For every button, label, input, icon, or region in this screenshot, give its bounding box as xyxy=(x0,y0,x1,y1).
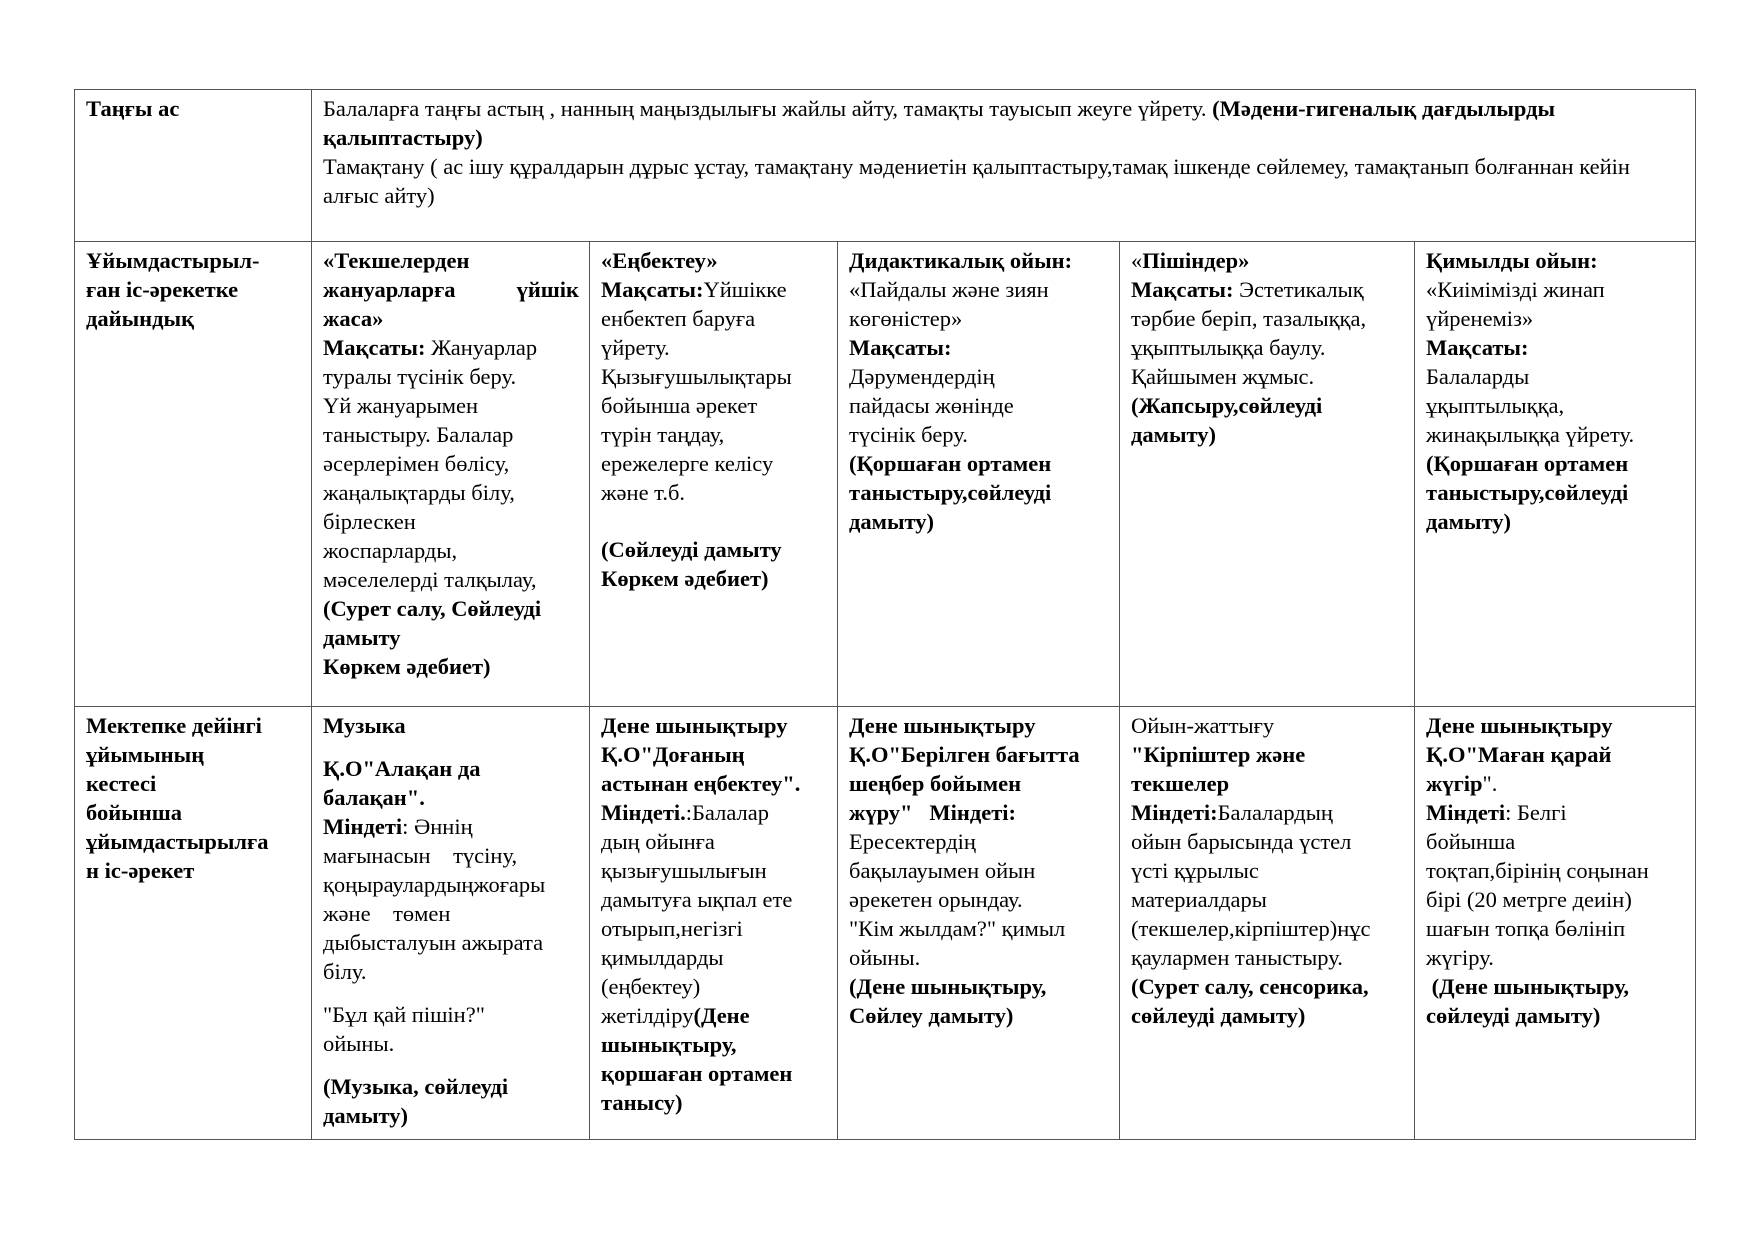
activity-title xyxy=(1131,246,1404,275)
task-text: бақылауымен ойын xyxy=(849,858,1036,883)
task-text: бірі (20 метрге деиін) xyxy=(1426,887,1632,912)
task-text: ойын барысында үстел xyxy=(1131,829,1352,854)
daily-plan-table xyxy=(74,89,1696,1140)
subject-areas: (Дене шынықтыру, xyxy=(1426,974,1629,999)
goal-text: енбектеп баруға xyxy=(601,306,756,331)
goal-text: жоспарларды, xyxy=(323,538,458,563)
goal-text: бірлескен xyxy=(323,509,416,534)
goal-label: Мақсаты: xyxy=(1426,335,1529,360)
task-text: (еңбектеу) xyxy=(601,974,701,999)
subject-areas: Көркем әдебиет) xyxy=(323,654,491,679)
goal-text: таныстыру. Балалар xyxy=(323,422,514,447)
task-text: қаулармен таныстыру. xyxy=(1131,945,1343,970)
table-row-schedule xyxy=(75,707,1696,1140)
task-label: Міндеті xyxy=(1426,800,1506,825)
goal-text: ұқыптылыққа баулу. xyxy=(1131,335,1326,360)
subject-areas: дамыту xyxy=(323,625,401,650)
task-text: : Әннің xyxy=(402,814,473,839)
subject-areas: қоршаған ортамен xyxy=(601,1061,793,1086)
activity-subtitle: балақан". xyxy=(323,785,425,810)
subject-areas: танысу) xyxy=(601,1090,683,1115)
task-text: әрекетен орындау. xyxy=(849,887,1023,912)
task-text: білу. xyxy=(323,959,367,984)
task-label: Міндеті. xyxy=(601,800,686,825)
goal-text: әсерлерімен бөлісу, xyxy=(323,451,510,476)
activity-title: Дидактикалық ойын: xyxy=(849,248,1073,273)
row-label-schedule xyxy=(75,707,312,1140)
prep-activity-1 xyxy=(312,242,590,707)
task-text: Балалардың xyxy=(1217,800,1333,825)
schedule-label xyxy=(86,711,301,885)
task-text: жетілдіру xyxy=(601,1003,694,1028)
goal-text: үйрету. xyxy=(601,335,670,360)
subject-areas: таныстыру,сөйлеуді xyxy=(1426,480,1629,505)
task-text: үсті құрылыс xyxy=(1131,858,1259,883)
title-part: «Текшелерден xyxy=(323,248,470,273)
subject-areas: (Дене xyxy=(693,1003,750,1028)
task-line xyxy=(601,1001,827,1030)
label-line: дайындық xyxy=(86,306,195,331)
goal-text: туралы түсінік беру. xyxy=(323,364,517,389)
activity-subtitle: астынан еңбектеу". xyxy=(601,771,801,796)
task-text: қимылдарды xyxy=(601,945,724,970)
goal-label: Мақсаты: xyxy=(1131,277,1234,302)
task-text: бойынша xyxy=(1426,829,1516,854)
label-line: Мектепке дейінгі xyxy=(86,713,262,738)
goal-text: Қызығушылықтары xyxy=(601,364,792,389)
subject-areas: шынықтыру, xyxy=(601,1032,737,1057)
goal-label: Мақсаты: xyxy=(849,335,952,360)
task-line xyxy=(601,798,827,827)
task-text: отырып,негізгі xyxy=(601,916,743,941)
label-line: ұйымдастырылға xyxy=(86,829,269,854)
schedule-activity-2 xyxy=(590,707,838,1140)
label-line: н іс-әрекет xyxy=(86,858,195,883)
title-text: Пішіндер» xyxy=(1142,248,1250,273)
subject-areas: (Музыка, сөйлеуді xyxy=(323,1074,509,1099)
task-text: шағын топқа бөлініп xyxy=(1426,916,1626,941)
prep-activity-3 xyxy=(838,242,1120,707)
breakfast-skill: (Мәдени-гигеналық дағдылырды қалыптастыру) xyxy=(323,96,1556,150)
task-label: жүру" Міндеті: xyxy=(849,800,1017,825)
game-name: текшелер xyxy=(1131,771,1230,796)
breakfast-text: Балаларға таңғы астың , нанның маңыздылығы жайлы айту, тамақты тауысып жеуге үйрету. xyxy=(323,96,1213,121)
activity-title: «Еңбектеу» xyxy=(601,248,718,273)
goal-text: Дәрумендердің xyxy=(849,364,995,389)
task-text: дамытуға ықпал ете xyxy=(601,887,793,912)
task-text: дың ойынға xyxy=(601,829,715,854)
game-name: үйренеміз» xyxy=(1426,306,1534,331)
activity-title: Музыка xyxy=(323,713,406,738)
subject-areas: (Сурет салу, сенсорика, xyxy=(1131,974,1369,999)
label-line: кестесі xyxy=(86,771,157,796)
goal-text: мәселелерді талқылау, xyxy=(323,567,537,592)
goal-line xyxy=(1131,275,1404,304)
goal-text: Балаларды xyxy=(1426,364,1530,389)
title-part: үйшік xyxy=(516,277,579,302)
task-text: (текшелер,кірпіштер)нұс xyxy=(1131,916,1371,941)
schedule-activity-1 xyxy=(312,707,590,1140)
activity-title xyxy=(323,246,579,275)
label-line: Ұйымдастырыл- xyxy=(86,248,260,273)
activity-title: Дене шынықтыру xyxy=(849,713,1036,738)
task-text: :Балалар xyxy=(685,800,769,825)
breakfast-content xyxy=(312,90,1696,242)
goal-text: және т.б. xyxy=(601,480,686,505)
task-text: жүгіру. xyxy=(1426,945,1494,970)
table-row-preparation xyxy=(75,242,1696,707)
task-label: Міндеті: xyxy=(1131,800,1218,825)
game-name: «Пайдалы және зиян xyxy=(849,277,1049,302)
activity-subtitle xyxy=(1426,769,1685,798)
subject-areas: (Қоршаған ортамен xyxy=(1426,451,1629,476)
label-line: ған іс-әрекетке xyxy=(86,277,239,302)
subject-areas: Сөйлеу дамыту) xyxy=(849,1003,1014,1028)
activity-subtitle: Қ.О"Доғаның xyxy=(601,742,745,767)
goal-text: Үй жануарымен xyxy=(323,393,479,418)
activity-subtitle: Қ.О"Маған қарай xyxy=(1426,742,1612,767)
schedule-activity-4 xyxy=(1120,707,1415,1140)
goal-text: Эстетикалық xyxy=(1233,277,1364,302)
goal-line xyxy=(601,275,827,304)
task-text: "Кім жылдам?" қимыл xyxy=(849,916,1066,941)
prep-activity-4 xyxy=(1120,242,1415,707)
task-text: : Белгі xyxy=(1505,800,1567,825)
row-label-breakfast xyxy=(75,90,312,242)
breakfast-line1 xyxy=(323,94,1685,152)
subject-areas: (Жапсыру,сөйлеуді xyxy=(1131,393,1323,418)
subject-areas: дамыту) xyxy=(1426,509,1512,534)
preparation-label xyxy=(86,246,301,333)
game-name: «Киімімізді жинап xyxy=(1426,277,1605,302)
goal-text: жаңалықтарды білу, xyxy=(323,480,515,505)
activity-subtitle: шеңбер бойымен xyxy=(849,771,1022,796)
schedule-activity-5 xyxy=(1415,707,1696,1140)
task-text: дыбысталуын ажырата xyxy=(323,930,544,955)
task-line xyxy=(1131,798,1404,827)
prep-activity-5 xyxy=(1415,242,1696,707)
task-text: материалдары xyxy=(1131,887,1267,912)
label-line: бойынша xyxy=(86,800,182,825)
subject-areas: сөйлеуді дамыту) xyxy=(1131,1003,1306,1028)
goal-text: түрін таңдау, xyxy=(601,422,725,447)
goal-text: Үйшікке xyxy=(703,277,787,302)
subject-areas: дамыту) xyxy=(1131,422,1217,447)
table-row-breakfast xyxy=(75,90,1696,242)
title-part: жаса» xyxy=(323,306,384,331)
prep-activity-2 xyxy=(590,242,838,707)
activity-title-line2 xyxy=(323,275,579,304)
subject-areas: (Сурет салу, Сөйлеуді xyxy=(323,596,542,621)
game-name: көгөністер» xyxy=(849,306,963,331)
goal-line xyxy=(323,333,579,362)
goal-text: пайдасы жөнінде xyxy=(849,393,1014,418)
subject-areas: дамыту) xyxy=(849,509,935,534)
task-line xyxy=(323,812,579,841)
goal-text: Жануарлар xyxy=(425,335,538,360)
goal-text: ұқыптылыққа, xyxy=(1426,393,1565,418)
task-line xyxy=(1426,798,1685,827)
activity-title: Дене шынықтыру xyxy=(601,713,788,738)
game-name: "Кірпіштер және xyxy=(1131,742,1306,767)
subject-areas: (Қоршаған ортамен xyxy=(849,451,1052,476)
game-name: "Бұл қай пішін?" xyxy=(323,1002,485,1027)
subject-areas: Көркем әдебиет) xyxy=(601,566,769,591)
title-text: ". xyxy=(1482,771,1498,796)
activity-title: Дене шынықтыру xyxy=(1426,713,1613,738)
subject-areas: сөйлеуді дамыту) xyxy=(1426,1003,1601,1028)
breakfast-label: Таңғы ас xyxy=(86,96,180,121)
task-text: мағынасын түсіну, xyxy=(323,843,518,868)
subject-areas: (Дене шынықтыру, xyxy=(849,974,1047,999)
task-text: қызығушылығын xyxy=(601,858,767,883)
activity-subtitle: Қ.О"Берілген бағытта xyxy=(849,742,1080,767)
label-line: ұйымының xyxy=(86,742,205,767)
subject-areas: (Сөйлеуді дамыту xyxy=(601,537,782,562)
goal-text: тәрбие беріп, тазалыққа, xyxy=(1131,306,1367,331)
task-text: Ересектердің xyxy=(849,829,976,854)
activity-subtitle: Қ.О"Алақан да xyxy=(323,756,481,781)
task-label: Міндеті xyxy=(323,814,403,839)
goal-text: Қайшымен жұмыс. xyxy=(1131,364,1315,389)
task-text: ойыны. xyxy=(849,945,921,970)
goal-text: жинақылыққа үйрету. xyxy=(1426,422,1635,447)
activity-title: Ойын-жаттығу xyxy=(1131,713,1275,738)
activity-title: Қимылды ойын: xyxy=(1426,248,1598,273)
title-part: жануарларға xyxy=(323,277,456,302)
game-name: ойыны. xyxy=(323,1031,395,1056)
goal-text: ережелерге келісу xyxy=(601,451,774,476)
breakfast-line2: Тамақтану ( ас ішу құралдарын дұрыс ұстау, тамақтану мәдениетін қалыптастыру,тамақ ішкенде сөйлемеу, тамақтанып болғаннан кейін алғыс айту) xyxy=(323,154,1630,208)
title-text: жүгір xyxy=(1426,771,1483,796)
goal-label: Мақсаты: xyxy=(323,335,426,360)
subject-areas: таныстыру,сөйлеуді xyxy=(849,480,1052,505)
subject-areas: дамыту) xyxy=(323,1103,409,1128)
schedule-activity-3 xyxy=(838,707,1120,1140)
task-text: және төмен xyxy=(323,901,451,926)
title-quote: « xyxy=(1131,248,1143,273)
goal-text: бойынша әрекет xyxy=(601,393,758,418)
row-label-preparation xyxy=(75,242,312,707)
task-text: қоңыраулардыңжоғары xyxy=(323,872,546,897)
task-text: тоқтап,бірінің соңынан xyxy=(1426,858,1649,883)
goal-label: Мақсаты: xyxy=(601,277,704,302)
goal-text: түсінік беру. xyxy=(849,422,968,447)
